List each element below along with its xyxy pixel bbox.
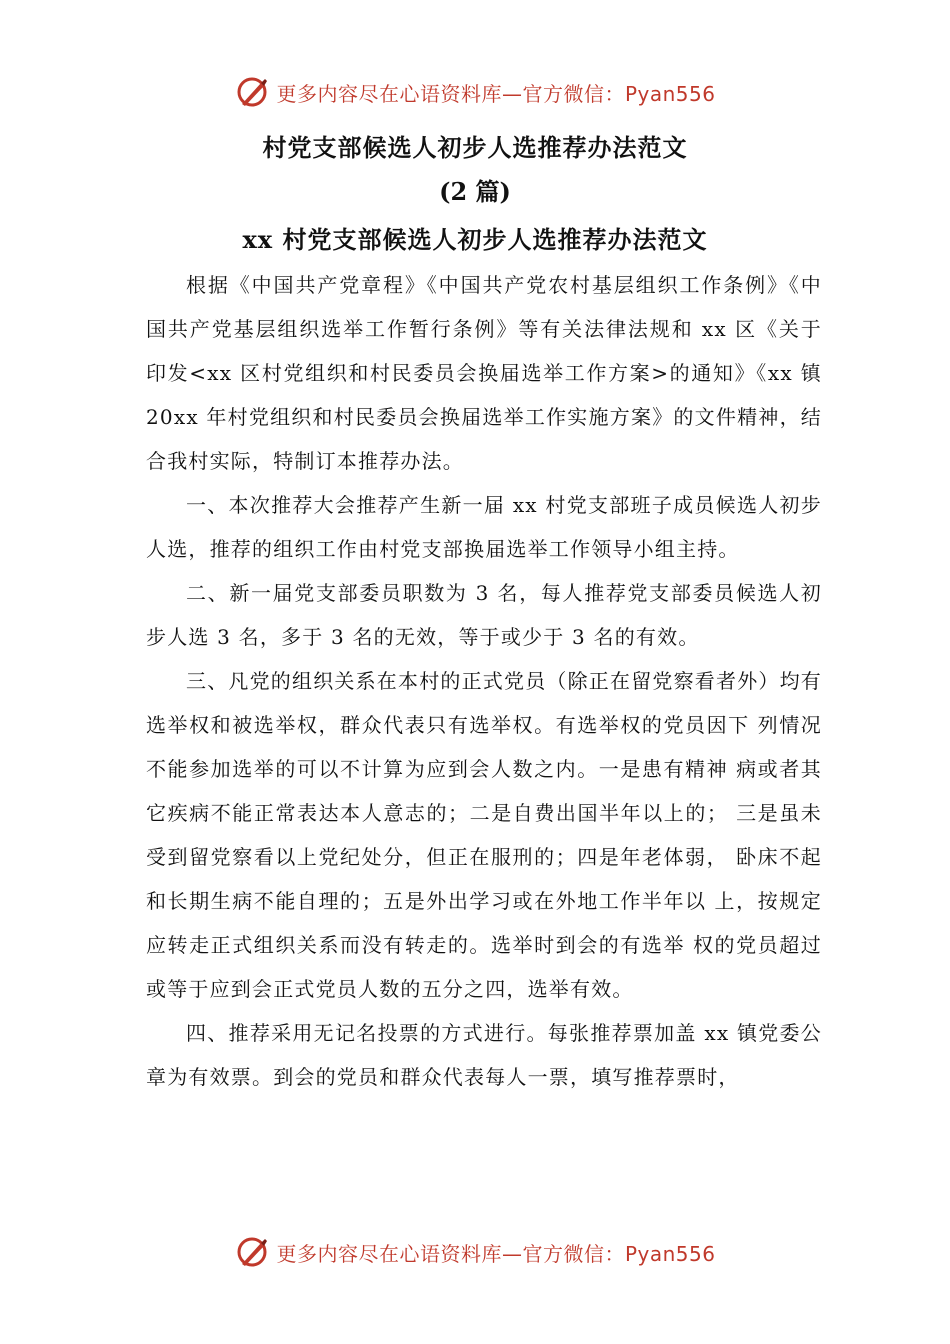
footer-banner: [0, 1232, 950, 1272]
pen-logo-icon: [234, 74, 270, 110]
header-banner: [0, 72, 950, 112]
document-titles: [0, 126, 950, 262]
paragraph: 根据《中国共产党章程》《中国共产党农村基层组织工作条例》《中国共产党基层组织选举工作暂行条例》等有关法律法规和 xx 区《关于印发<xx 区村党组织和村民委员会换届选举工作方案>的通知》《xx 镇 20xx 年村党组织和村民委员会换届选举工作实施方案》的文件精神，结合我村实际，特制订本推荐办法。: [146, 273, 822, 473]
document-count: (2 篇): [439, 177, 511, 206]
paragraph: 一、本次推荐大会推荐产生新一届 xx 村党支部班子成员候选人初步人选，推荐的组织工作由村党支部换届选举工作领导小组主持。: [146, 493, 822, 561]
paragraph: 二、新一届党支部委员职数为 3 名，每人推荐党支部委员候选人初步人选 3 名，多于 3 名的无效，等于或少于 3 名的有效。: [146, 581, 822, 649]
pen-logo-icon: [234, 1234, 270, 1270]
banner-text: 更多内容尽在心语资料库—官方微信：Pyan556: [276, 81, 716, 106]
document-subtitle: xx 村党支部候选人初步人选推荐办法范文: [242, 225, 708, 254]
paragraph: 四、推荐采用无记名投票的方式进行。每张推荐票加盖 xx 镇党委公章为有效票。到会的党员和群众代表每人一票，填写推荐票时，: [146, 1021, 822, 1089]
banner-text: 更多内容尽在心语资料库—官方微信：Pyan556: [276, 1241, 716, 1266]
paragraph: 三、凡党的组织关系在本村的正式党员（除正在留党察看者外）均有选举权和被选举权，群众代表只有选举权。有选举权的党员因下 列情况不能参加选举的可以不计算为应到会人数之内。一是患有精神 病或者其它疾病不能正常表达本人意志的；二是自费出国半年以上的； 三是虽未受到留党察看以上党纪处分，但正在服刑的；四是年老体弱， 卧床不起和长期生病不能自理的；五是外出学习或在外地工作半年以 上，按规定应转走正式组织关系而没有转走的。选举时到会的有选举 权的党员超过或等于应到会正式党员人数的五分之四，选举有效。: [146, 669, 822, 1001]
document-body: [146, 263, 822, 1099]
document-title: 村党支部候选人初步人选推荐办法范文: [262, 133, 688, 162]
